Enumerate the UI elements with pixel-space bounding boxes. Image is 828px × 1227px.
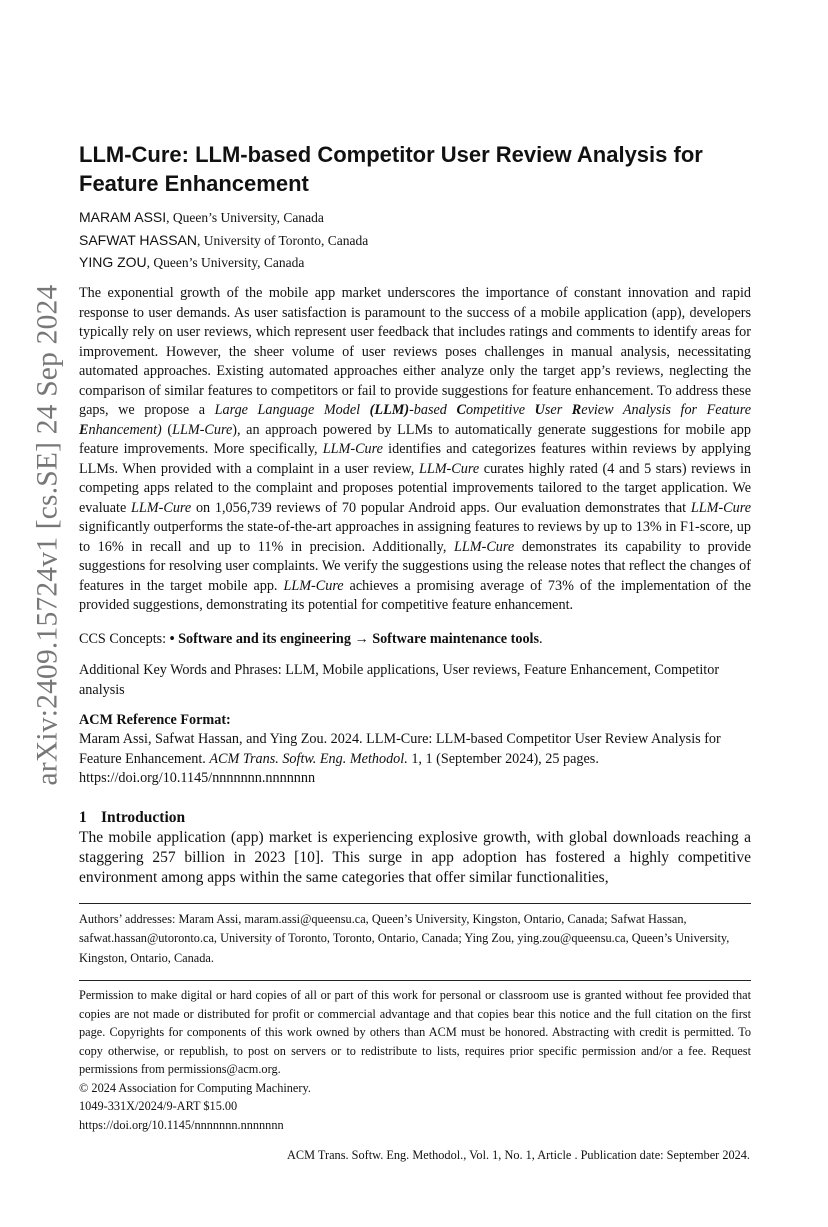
abstract-segment: C	[456, 402, 466, 418]
abstract-segment: eview Analysis for Feature	[581, 402, 752, 418]
paper-title: LLM-Cure: LLM-based Competitor User Review Analysis for Feature Enhancement	[79, 142, 703, 196]
abstract-segment: LLM-Cure	[172, 421, 233, 438]
abstract-segment: (	[161, 421, 173, 438]
author-affiliation: Queen’s University, Canada	[172, 210, 324, 225]
author-addresses-footnote: Authors’ addresses: Maram Assi, maram.assi@queensu.ca, Queen’s University, Kingston, Ontario, Canada; Safwat Hassan, safwat.hassan@utoronto.ca, University of Toronto, Toronto, Ontario, Canada; Ying Zou, ying.zou@queensu.ca, Queen’s University, Kingston, Ontario, Canada.	[79, 912, 730, 965]
abstract-segment: Large Language Model	[214, 402, 370, 418]
abstract-segment: -based	[409, 402, 457, 418]
abstract-segment: on 1,056,739 reviews of 70 popular Android apps. Our evaluation demonstrates that	[191, 499, 691, 516]
abstract-segment: The exponential growth of the mobile app market underscores the importance of constant innovation and rapid response to user demands. As user satisfaction is paramount to the success of a mobile application (app), developers typically rely on user reviews, which represent user feedback that includes ratings and comments to identify areas for improvement. However, the sheer volume of user reviews poses challenges in manual analysis, necessitating automated approaches. Existing automated approaches either analyze only the target app’s reviews, neglecting the comparison of similar features to competitors or fail to provide suggestions for feature enhancement. To address these gaps, we propose a	[79, 285, 751, 418]
author-affiliation: Queen’s University, Canada	[153, 255, 305, 270]
ccs-subconcept: Software maintenance tools	[372, 631, 540, 647]
ccs-concepts: CCS Concepts: • Software and its engineering → Software maintenance tools.	[79, 631, 543, 647]
abstract-segment: ompetitive	[465, 402, 535, 418]
abstract	[79, 284, 751, 616]
acm-reference-heading: ACM Reference Format:	[79, 712, 231, 728]
abstract-segment: U	[534, 402, 545, 418]
page-footer: ACM Trans. Softw. Eng. Methodol., Vol. 1, No. 1, Article . Publication date: September 2024.	[287, 1148, 750, 1162]
author-name: MARAM ASSI	[79, 209, 167, 225]
author-entry: SAFWAT HASSAN, University of Toronto, Canada	[79, 231, 369, 248]
author-name: SAFWAT HASSAN	[79, 231, 197, 248]
abstract-segment: LLM-Cure	[690, 499, 752, 516]
section-heading-introduction	[79, 808, 751, 828]
abstract-segment: R	[571, 402, 582, 418]
abstract-segment: E	[79, 421, 89, 438]
author-entry: YING ZOU, Queen’s University, Canada	[79, 254, 305, 270]
copyright-line: © 2024 Association for Computing Machinery.	[79, 1080, 311, 1095]
section-number: 1	[79, 809, 87, 826]
abstract-segment: (LLM)	[369, 402, 410, 418]
abstract-segment: LLM-Cure	[131, 499, 192, 516]
doi-line: https://doi.org/10.1145/nnnnnnn.nnnnnnn	[79, 1117, 284, 1132]
issn-price-line: 1049-331X/2024/9-ART $15.00	[79, 1099, 238, 1113]
arxiv-identifier: arXiv:2409.15724v1 [cs.SE] 24 Sep 2024	[31, 284, 64, 786]
abstract-segment: LLM-Cure	[418, 460, 480, 477]
abstract-segment: identifies and categorizes features within reviews by applying LLMs. When provided with a complaint in a user review,	[79, 441, 751, 477]
abstract-segment: demonstrates its capability to provide suggestions for resolving user complaints. We verify the suggestions using the release notes that reflect the changes of features in the target mobile app.	[79, 538, 751, 594]
introduction-text: The mobile application (app) market is experiencing explosive growth, with global downloads reaching a staggering 257 billion in 2023 [10]. This surge in app adoption has fostered a highly competitive environment among apps within the same categories that offer similar functionalities,	[79, 829, 751, 886]
abstract-segment: LLM-Cure	[283, 577, 344, 594]
abstract-segment: LLM-Cure	[322, 441, 383, 457]
abstract-segment: ser	[544, 402, 572, 418]
permission-block	[79, 986, 751, 1134]
author-entry: MARAM ASSI, Queen’s University, Canada	[79, 209, 324, 225]
permission-divider	[79, 980, 751, 981]
footnote-divider	[79, 903, 751, 904]
acm-reference: Maram Assi, Safwat Hassan, and Ying Zou. 2024. LLM-Cure: LLM-based Competitor User Review Analysis for Feature Enhancement. ACM Trans. Softw. Eng. Methodol. 1, 1 (September 2024), 25 pages. https://doi.org/10.1145/nnnnnnn.nnnnnnn	[79, 731, 721, 786]
permission-notice: Permission to make digital or hard copies of all or part of this work for personal or classroom use is granted without fee provided that copies are not made or distributed for profit or commercial advantage and that copies bear this notice and the full citation on the first page. Copyrights for components of this work owned by others than ACM must be honored. Abstracting with credit is permitted. To copy otherwise, or republish, to post on servers or to redistribute to lists, requires prior specific permission and/or a fee. Request permissions from permissions@acm.org.	[79, 988, 751, 1076]
abstract-segment: nhancement)	[88, 421, 162, 438]
abstract-segment: curates highly rated (4 and 5 stars) reviews in competing apps related to the complaint and proposes potential improvements tailored to the target application. We evaluate	[79, 460, 751, 516]
ccs-concept: Software and its engineering	[178, 631, 351, 647]
abstract-segment: LLM-Cure	[454, 538, 515, 555]
section-title: Introduction	[101, 809, 186, 826]
author-affiliation: University of Toronto, Canada	[203, 232, 369, 248]
journal-name: ACM Trans. Softw. Eng. Methodol.	[209, 750, 408, 767]
author-list	[79, 206, 751, 274]
ccs-label: CCS Concepts:	[79, 631, 170, 647]
abstract-segment: achieves a promising average of 73% of the implementation of the provided suggestions, demonstrating its potential for competitive feature enhancement.	[79, 577, 751, 613]
abstract-segment: significantly outperforms the state-of-the-art approaches in assigning features to reviews by up to 13% in F1-score, up to 16% in recall and up to 11% in precision. Additionally,	[79, 519, 751, 555]
abstract-segment: ), an approach powered by LLMs to automatically generate suggestions for mobile app feature improvements. More specifically,	[79, 421, 751, 457]
author-name: YING ZOU	[79, 254, 147, 270]
keywords: Additional Key Words and Phrases: LLM, Mobile applications, User reviews, Feature Enhancement, Competitor analysis	[79, 662, 720, 698]
arxiv-sidebar	[26, 232, 70, 838]
